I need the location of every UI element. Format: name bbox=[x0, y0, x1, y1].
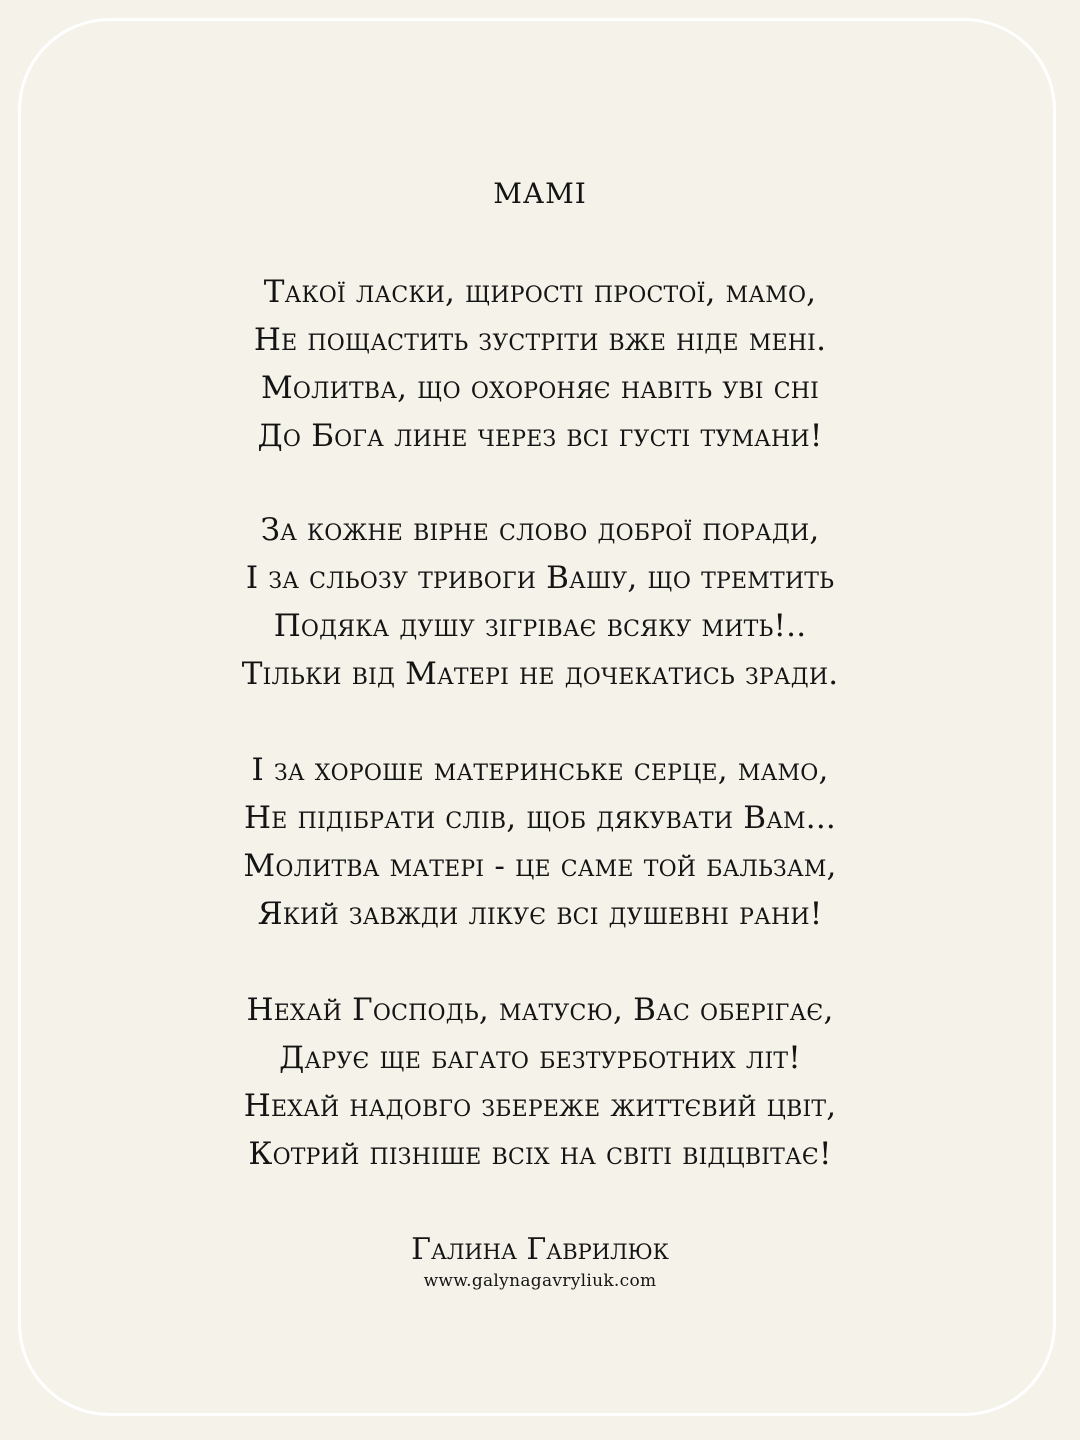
stanza-2 bbox=[0, 506, 1080, 698]
page-border bbox=[18, 18, 1056, 1416]
poem-line: Такої ласки, щирості простої, мамо, bbox=[263, 274, 817, 310]
poem-line: Нехай надовго збереже життєвий цвіт, bbox=[243, 1088, 837, 1124]
poem-line: І за хороше материнське серце, мамо, bbox=[251, 752, 829, 788]
poem-line: Не пощастить зустріти вже ніде мені. bbox=[253, 322, 827, 358]
poem-line: До Бога лине через всі густі тумани! bbox=[257, 418, 823, 454]
poem-line: Молитва, що охороняє навіть уві сні bbox=[260, 370, 820, 406]
poem-line: Подяка душу зігріває всяку мить!.. bbox=[273, 608, 807, 644]
poem-line: Молитва матері - це саме той бальзам, bbox=[243, 848, 837, 884]
poem-line: Нехай Господь, матусю, Вас оберігає, bbox=[246, 992, 834, 1028]
poem-line: Котрий пізніше всіх на світі відцвітає! bbox=[248, 1136, 832, 1172]
stanza-4 bbox=[0, 986, 1080, 1178]
website-url: www.galynagavryliuk.com bbox=[423, 1271, 657, 1291]
poem-line: Тільки від Матері не дочекатись зради. bbox=[241, 656, 839, 692]
poem-line: Не підібрати слів, щоб дякувати Вам... bbox=[244, 800, 836, 836]
poem-line: Дарує ще багато безтурботних літ! bbox=[279, 1040, 801, 1076]
poem-line: Який завжди лікує всі душевні рани! bbox=[257, 896, 823, 932]
stanza-1 bbox=[0, 268, 1080, 460]
poem-title: МАМІ bbox=[493, 177, 587, 210]
author-name: Галина Гаврилюк bbox=[411, 1232, 669, 1267]
poem-line: І за сльозу тривоги Вашу, що тремтить bbox=[245, 560, 835, 596]
poem-line: За кожне вірне слово доброї поради, bbox=[260, 512, 820, 548]
stanza-3 bbox=[0, 746, 1080, 938]
